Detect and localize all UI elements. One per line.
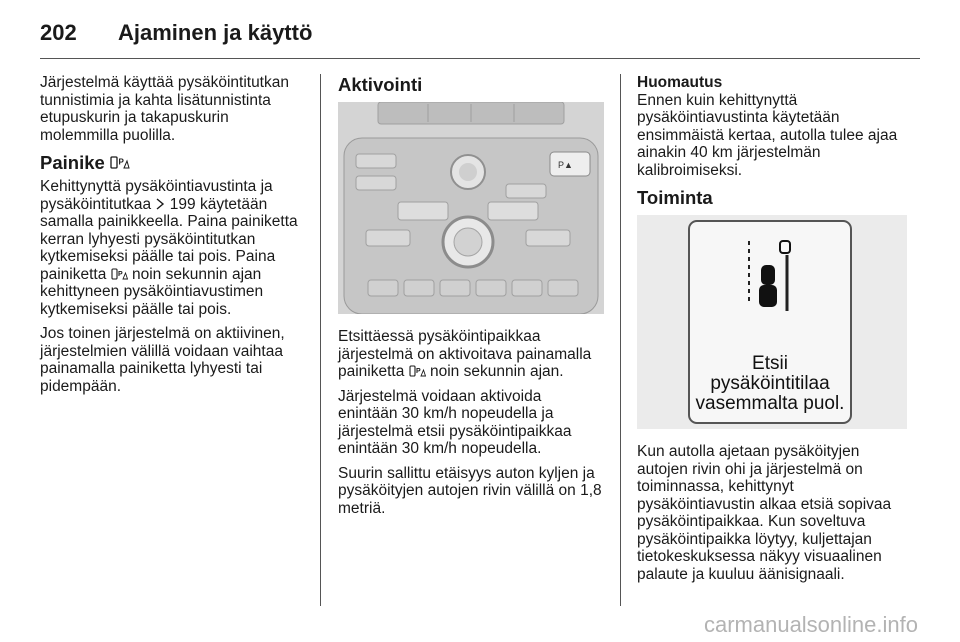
distance-paragraph: Suurin sallittu etäisyys auton kyljen ja pysäköityjen autojen rivin välillä on 1,8 metriä. <box>338 464 602 517</box>
header-divider <box>40 58 920 59</box>
reference-arrow-icon <box>155 198 165 210</box>
parking-assist-icon <box>111 268 128 280</box>
car-icon <box>761 265 775 285</box>
operation-paragraph: Kun autolla ajetaan pysäköityjen autojen rivin ohi ja järjestelmä on toiminnassa, kehittynyt pysäköintiavustin alkaa etsiä sopivaa pysäköintipaikkaa. Kun soveltuva pysäköintipaikka löytyy, kuljettajan tietokeskuksessa näkyy visuaalinen palaute ja kuuluu äänisignaali. <box>637 443 892 583</box>
center-console-image <box>338 102 604 314</box>
parking-assist-icon <box>409 365 426 377</box>
page-number: 202 <box>40 20 77 45</box>
svg-text:P: P <box>415 368 421 375</box>
section-heading-activation: Aktivointi <box>338 74 423 95</box>
section-heading-button: Painike P <box>40 152 308 174</box>
display-line-2: pysäköintitilaa <box>710 373 830 394</box>
svg-text:P: P <box>117 270 123 278</box>
activation-paragraph: Etsittäessä pysäköintipaikkaa järjestelmä on aktivoitava painamalla painiketta P noin sekunnin ajan. <box>338 328 592 380</box>
parking-assist-icon <box>110 155 130 170</box>
watermark: carmanualsonline.info <box>703 612 918 637</box>
display-line-1: Etsii <box>752 353 788 374</box>
switching-paragraph: Jos toinen järjestelmä on aktiivinen, järjestelmien välillä voidaan vaihtaa painamalla painiketta lyhyesti tai pidempään. <box>40 325 285 395</box>
note-title: Huomautus <box>637 74 723 91</box>
note-text: Ennen kuin kehittynyttä pysäköintiavustinta käytetään ensimmäistä kertaa, autolla tulee ajaa ainakin 40 km järjestelmän kalibroimiseksi. <box>637 91 898 179</box>
speed-paragraph: Järjestelmä voidaan aktivoida enintään 30 km/h nopeudella ja järjestelmä etsii pysäköintipaikkaa enintään 30 km/h nopeudella. <box>338 387 572 457</box>
column-2 <box>338 74 604 524</box>
column-divider-1 <box>320 74 321 606</box>
button-description: Kehittynyttä pysäköintiavustinta ja pysäköintitutkaa 199 käytetään samalla painikkeella. Paina painiketta kerran lyhyesti pysäköintitutkan kytkemiseksi päälle tai pois. Paina painiketta P noin sekunnin ajan kehittyneen pysäköintiavustimen kytkemiseksi päälle tai pois. <box>40 178 298 318</box>
column-1 <box>40 74 308 402</box>
chapter-title: Ajaminen ja käyttö <box>118 20 313 45</box>
column-3 <box>637 74 907 590</box>
intro-paragraph: Järjestelmä käyttää pysäköintitutkan tunnistimia ja kahta lisätunnistinta etupuskurin ja takapuskurin molemmilla puolilla. <box>40 74 289 144</box>
svg-text:P: P <box>118 157 124 167</box>
display-line-3: vasemmalta puol. <box>695 393 845 414</box>
driver-info-display-image <box>637 215 907 429</box>
section-heading-operation: Toiminta <box>637 187 713 208</box>
column-divider-2 <box>620 74 621 606</box>
page-header <box>40 14 920 54</box>
svg-text:P▲: P▲ <box>558 160 573 170</box>
